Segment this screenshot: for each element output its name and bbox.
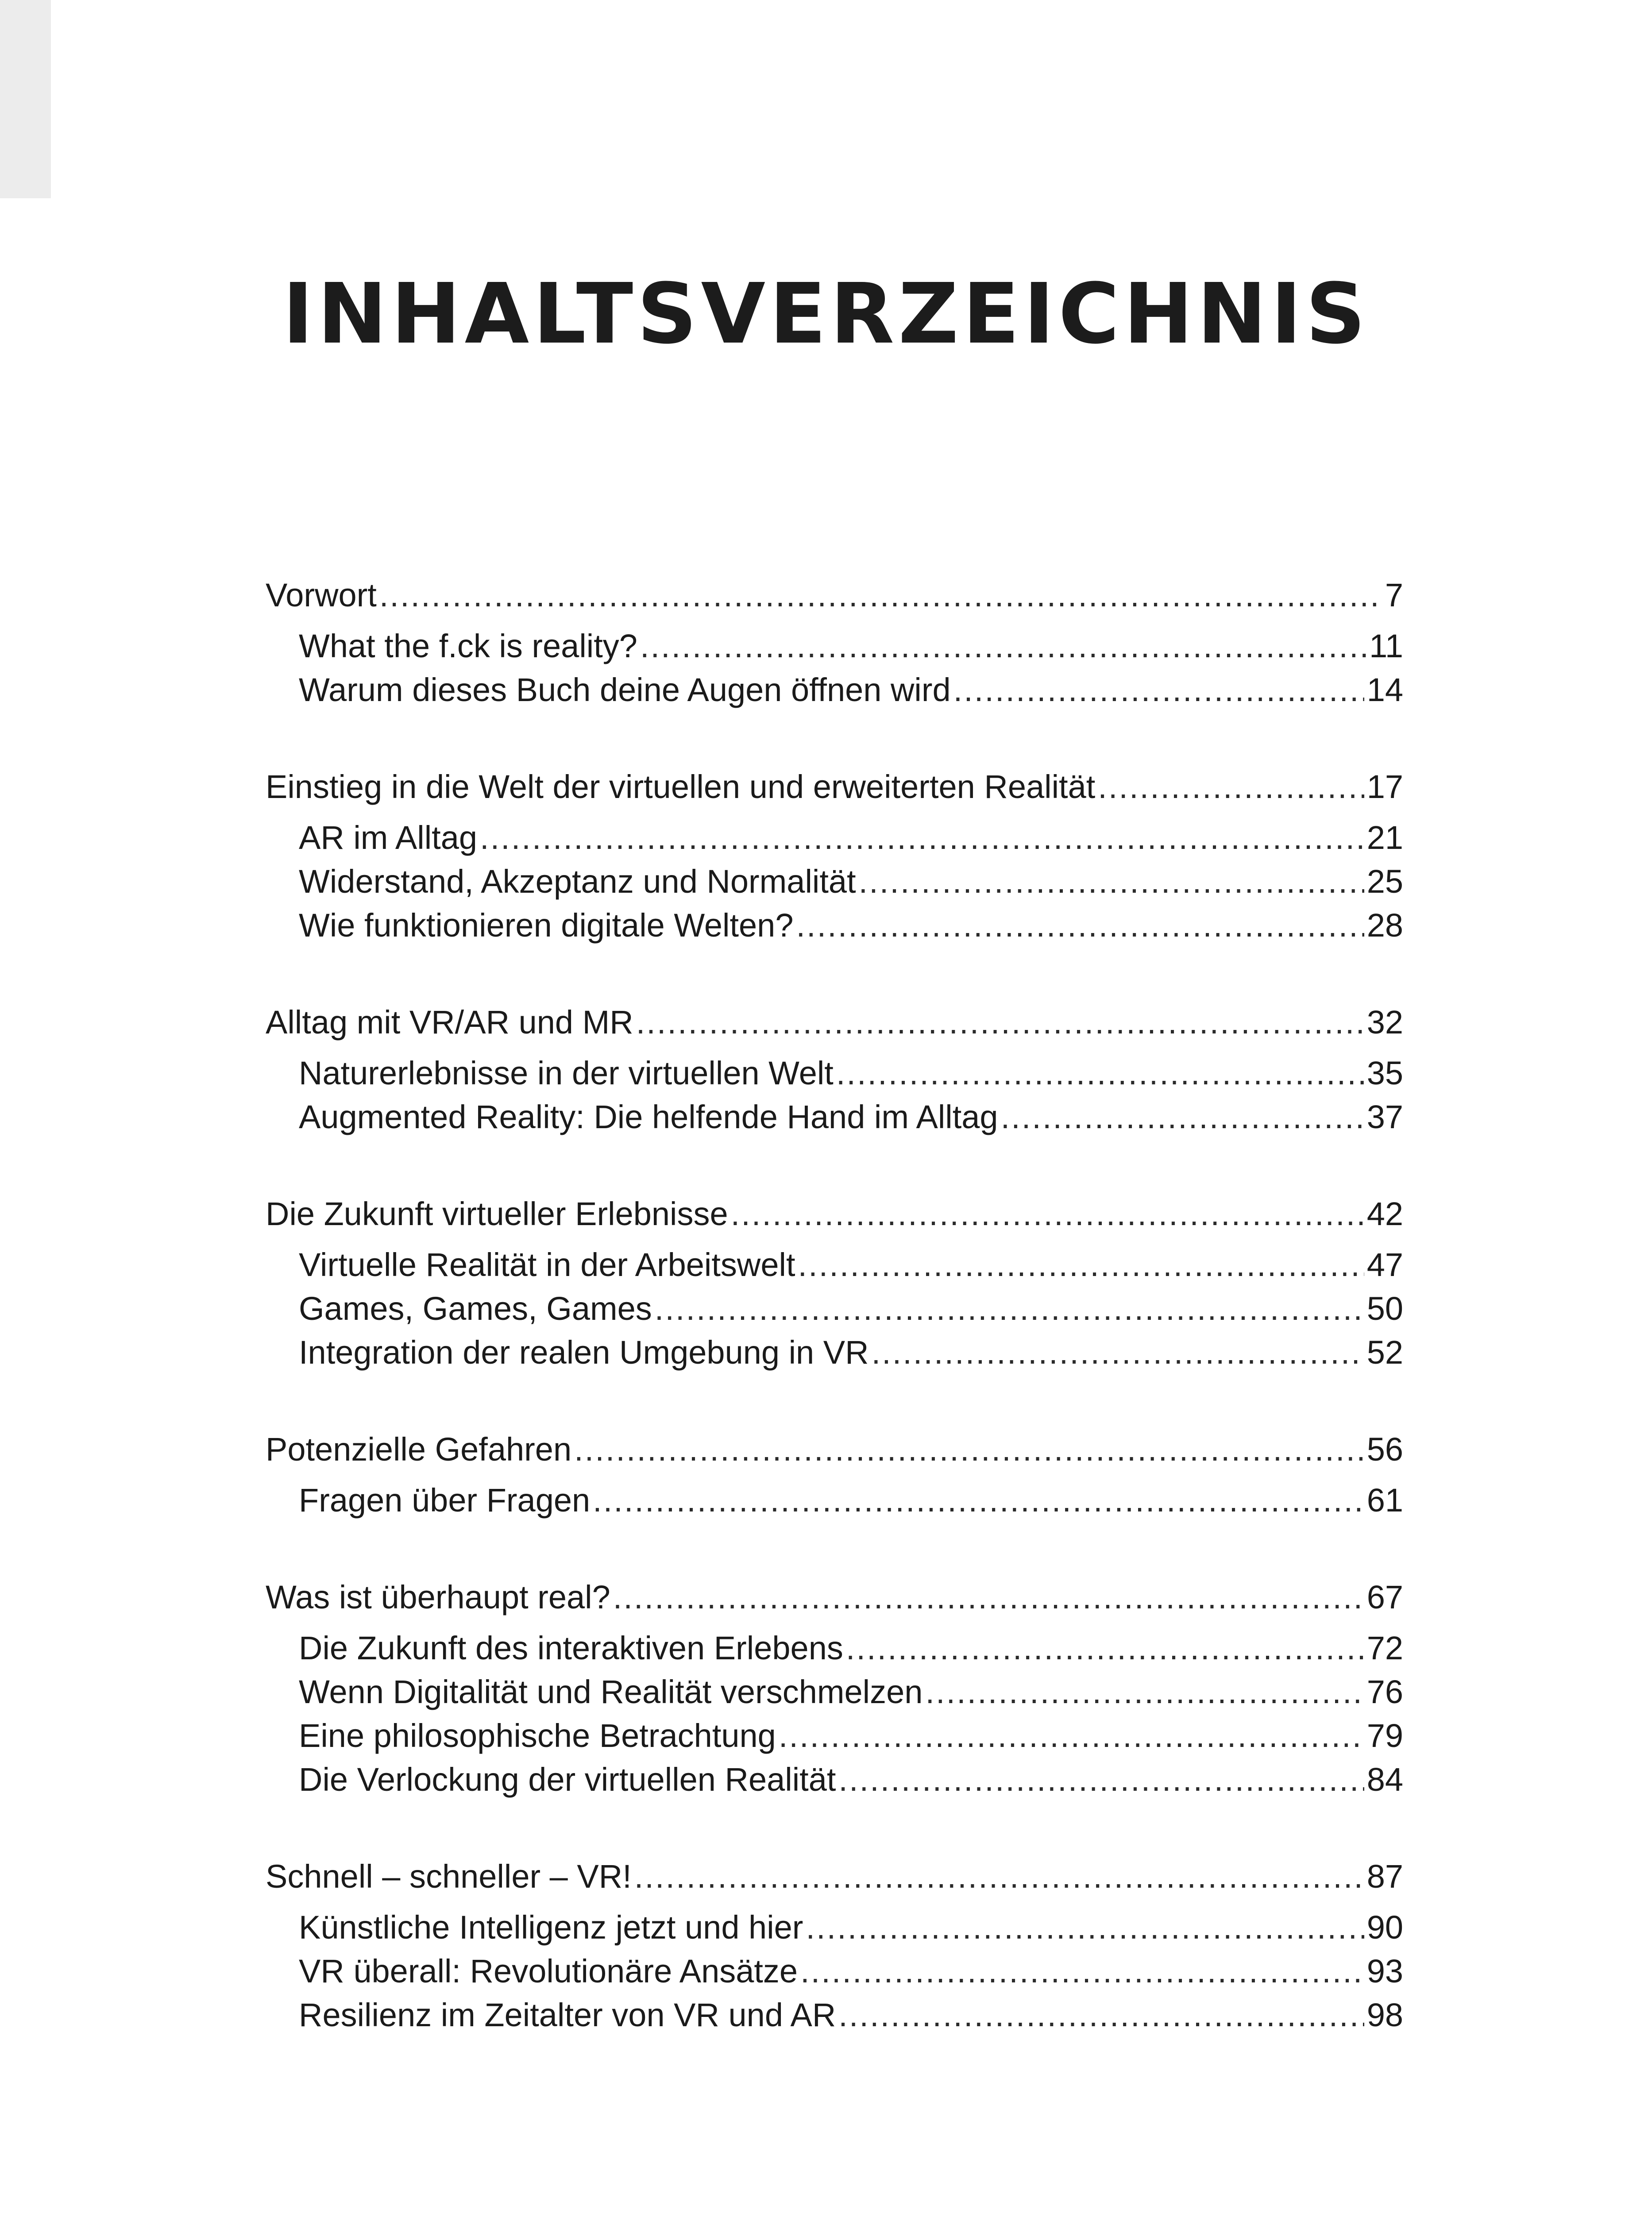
toc-page-number: 32 <box>1366 1004 1403 1041</box>
dot-leader <box>779 1714 1364 1758</box>
toc-page-number: 90 <box>1366 1909 1403 1946</box>
toc-page-number: 72 <box>1366 1630 1403 1666</box>
toc-chapter-entry[interactable] <box>266 994 1403 1051</box>
dot-leader <box>925 1670 1364 1714</box>
toc-page-number: 25 <box>1366 863 1403 900</box>
toc-subchapter-entry[interactable] <box>266 1670 1403 1714</box>
toc-chapter-group <box>266 758 1403 947</box>
toc-entry-title: Warum dieses Buch deine Augen öffnen wird <box>299 671 951 708</box>
toc-page-number: 37 <box>1366 1099 1403 1135</box>
dot-leader <box>574 1421 1364 1478</box>
toc-page-number: 14 <box>1366 671 1403 708</box>
dot-leader <box>731 1185 1364 1243</box>
toc-page-number: 84 <box>1366 1761 1403 1798</box>
dot-leader <box>838 1993 1364 2037</box>
dot-leader <box>379 567 1382 624</box>
dot-leader <box>953 668 1364 712</box>
toc-chapter-group <box>266 994 1403 1139</box>
toc-subchapter-entry[interactable] <box>266 1051 1403 1095</box>
toc-page-number: 76 <box>1366 1673 1403 1710</box>
toc-chapter-entry[interactable] <box>266 1421 1403 1478</box>
dot-leader <box>836 1051 1364 1095</box>
toc-page-number: 7 <box>1385 577 1403 613</box>
dot-leader <box>806 1905 1364 1949</box>
toc-subchapter-entry[interactable] <box>266 1095 1403 1139</box>
toc-chapter-entry[interactable] <box>266 1569 1403 1626</box>
toc-entry-title: Schnell – schneller – VR! <box>266 1858 632 1895</box>
toc-entry-title: Virtuelle Realität in der Arbeitswelt <box>299 1246 795 1283</box>
dot-leader <box>838 1758 1364 1801</box>
toc-subchapter-entry[interactable] <box>266 1949 1403 1993</box>
dot-leader <box>655 1287 1364 1330</box>
toc-subchapter-entry[interactable] <box>266 1287 1403 1330</box>
toc-entry-title: Einstieg in die Welt der virtuellen und erweiterten Realität <box>266 768 1096 805</box>
dot-leader <box>798 1243 1364 1287</box>
toc-subchapter-entry[interactable] <box>266 860 1403 903</box>
toc-subchapter-entry[interactable] <box>266 1330 1403 1374</box>
toc-page-number: 17 <box>1366 768 1403 805</box>
toc-page-number: 98 <box>1366 1997 1403 2033</box>
toc-subchapter-entry[interactable] <box>266 903 1403 947</box>
dot-leader <box>636 994 1364 1051</box>
toc-entry-title: VR überall: Revolutionäre Ansätze <box>299 1953 798 1989</box>
toc-page-number: 52 <box>1366 1334 1403 1371</box>
toc-page-number: 42 <box>1366 1195 1403 1232</box>
dot-leader <box>634 1848 1364 1905</box>
toc-page-number: 11 <box>1369 628 1403 664</box>
toc-entry-title: Naturerlebnisse in der virtuellen Welt <box>299 1055 834 1091</box>
toc-entry-title: Fragen über Fragen <box>299 1482 591 1519</box>
toc-entry-title: Künstliche Intelligenz jetzt und hier <box>299 1909 803 1946</box>
toc-chapter-group <box>266 1421 1403 1522</box>
toc-subchapter-entry[interactable] <box>266 1758 1403 1801</box>
toc-entry-title: Eine philosophische Betrachtung <box>299 1717 776 1754</box>
toc-page-number: 47 <box>1366 1246 1403 1283</box>
dot-leader <box>859 860 1364 903</box>
dot-leader <box>800 1949 1364 1993</box>
toc-subchapter-entry[interactable] <box>266 1905 1403 1949</box>
toc-entry-title: Resilienz im Zeitalter von VR und AR <box>299 1997 836 2033</box>
toc-entry-title: Die Zukunft virtueller Erlebnisse <box>266 1195 728 1232</box>
toc-subchapter-entry[interactable] <box>266 624 1403 668</box>
toc-subchapter-entry[interactable] <box>266 1478 1403 1522</box>
toc-page-number: 21 <box>1366 819 1403 856</box>
toc-page-number: 35 <box>1366 1055 1403 1091</box>
toc-chapter-group <box>266 1185 1403 1374</box>
toc-entry-title: Wie funktionieren digitale Welten? <box>299 907 794 944</box>
toc-subchapter-entry[interactable] <box>266 1993 1403 2037</box>
toc-page-number: 56 <box>1366 1431 1403 1468</box>
toc-entry-title: What the f.ck is reality? <box>299 628 637 664</box>
toc-page-number: 61 <box>1366 1482 1403 1519</box>
toc-entry-title: Die Zukunft des interaktiven Erlebens <box>299 1630 843 1666</box>
toc-chapter-entry[interactable] <box>266 758 1403 816</box>
toc-entry-title: AR im Alltag <box>299 819 478 856</box>
dot-leader <box>480 816 1364 860</box>
toc-page-number: 50 <box>1366 1290 1403 1327</box>
toc-subchapter-entry[interactable] <box>266 1243 1403 1287</box>
page-edge-tab <box>0 0 51 198</box>
toc-page-number: 93 <box>1366 1953 1403 1989</box>
toc-subchapter-entry[interactable] <box>266 1626 1403 1670</box>
toc-subchapter-entry[interactable] <box>266 1714 1403 1758</box>
toc-entry-title: Die Verlockung der virtuellen Realität <box>299 1761 836 1798</box>
dot-leader <box>640 624 1366 668</box>
toc-subchapter-entry[interactable] <box>266 668 1403 712</box>
toc-entry-title: Wenn Digitalität und Realität verschmelzen <box>299 1673 923 1710</box>
toc-entry-title: Widerstand, Akzeptanz und Normalität <box>299 863 856 900</box>
page-title: INHALTSVERZEICHNIS <box>282 266 1370 362</box>
toc-entry-title: Games, Games, Games <box>299 1290 652 1327</box>
toc-entry-title: Potenzielle Gefahren <box>266 1431 572 1468</box>
toc-page-number: 79 <box>1366 1717 1403 1754</box>
dot-leader <box>613 1569 1364 1626</box>
toc-chapter-group <box>266 1848 1403 2037</box>
toc-chapter-entry[interactable] <box>266 567 1403 624</box>
toc-entry-title: Augmented Reality: Die helfende Hand im Alltag <box>299 1099 998 1135</box>
dot-leader <box>872 1330 1364 1374</box>
toc-chapter-group <box>266 567 1403 712</box>
toc-page-number: 87 <box>1366 1858 1403 1895</box>
toc-entry-title: Was ist überhaupt real? <box>266 1579 610 1615</box>
toc-entry-title: Alltag mit VR/AR und MR <box>266 1004 633 1041</box>
dot-leader <box>1001 1095 1364 1139</box>
table-of-contents <box>266 567 1403 2083</box>
dot-leader <box>796 903 1364 947</box>
toc-page-number: 28 <box>1366 907 1403 944</box>
dot-leader <box>846 1626 1364 1670</box>
toc-subchapter-entry[interactable] <box>266 816 1403 860</box>
toc-chapter-entry[interactable] <box>266 1185 1403 1243</box>
dot-leader <box>593 1478 1364 1522</box>
dot-leader <box>1098 758 1364 816</box>
toc-chapter-entry[interactable] <box>266 1848 1403 1905</box>
toc-page-number: 67 <box>1366 1579 1403 1615</box>
toc-chapter-group <box>266 1569 1403 1801</box>
toc-entry-title: Vorwort <box>266 577 377 613</box>
toc-entry-title: Integration der realen Umgebung in VR <box>299 1334 869 1371</box>
